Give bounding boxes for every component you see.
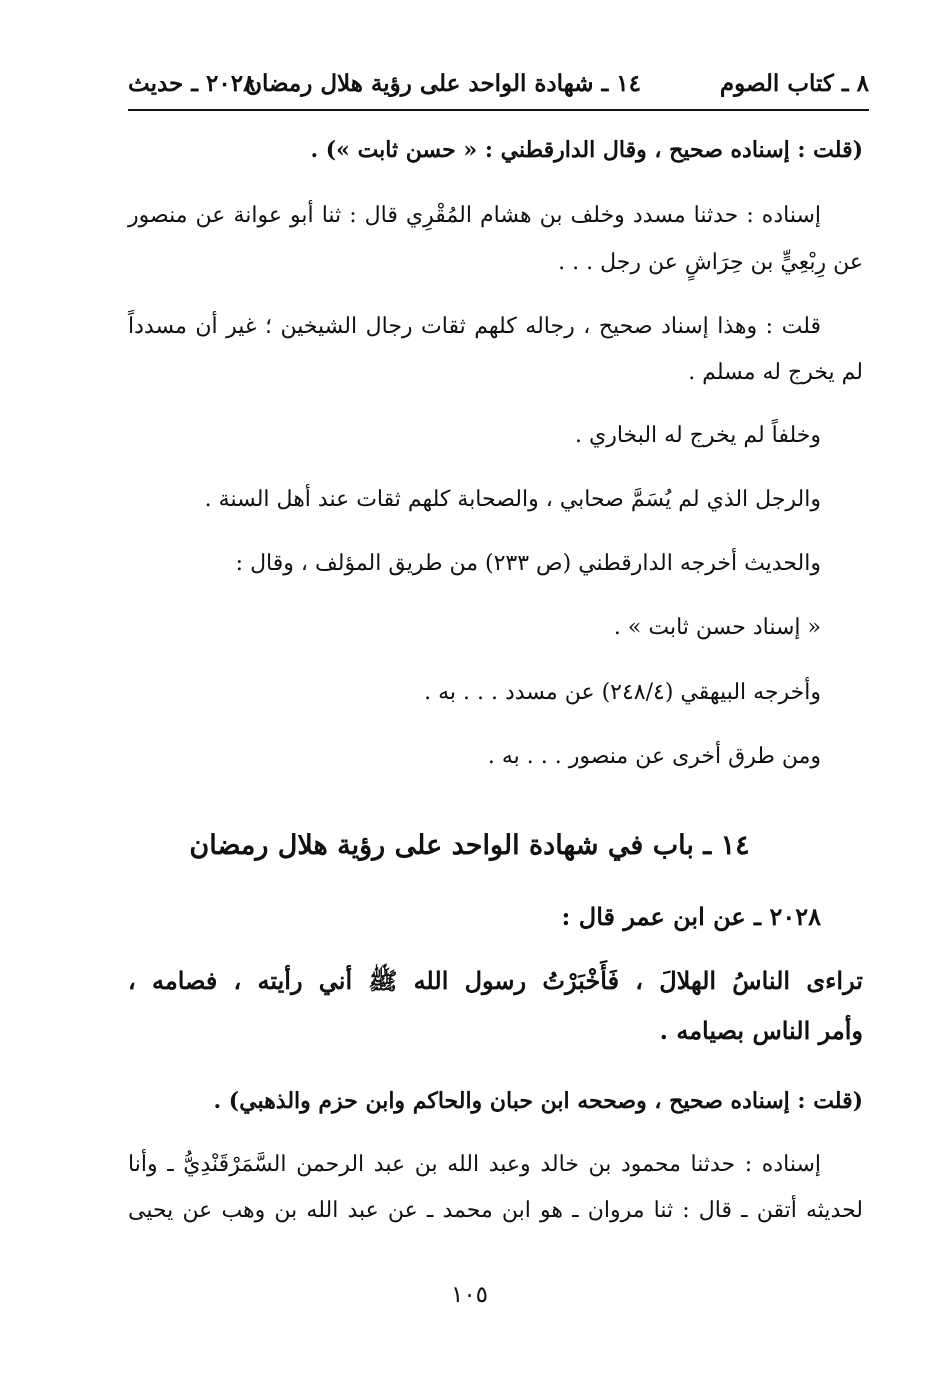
hadith-intro: ٢٠٢٨ ـ عن ابن عمر قال : — [561, 902, 821, 931]
commentary-paragraph: وخلفاً لم يخرج له البخاري . — [574, 423, 821, 448]
header-book-title: ٨ ـ كتاب الصوم — [719, 70, 869, 97]
hadith-text-line-2: وأمر الناس بصيامه . — [659, 1016, 863, 1045]
commentary-paragraph: ومن طرق أخرى عن منصور . . . به . — [487, 744, 821, 769]
commentary-paragraph: وأخرجه البيهقي (٢٤٨/٤) عن مسدد . . . به . — [424, 680, 821, 705]
quotation: « إسناد حسن ثابت » . — [613, 615, 821, 640]
hadith-grading: (قلت : إسناده صحيح ، وصححه ابن حبان والحاكم وابن حزم والذهبي) . — [213, 1088, 863, 1114]
running-header — [128, 70, 869, 104]
isnad-line-1: إسناده : حدثنا مسدد وخلف بن هشام المُقْرِي قال : ثنا أبو عوانة عن منصور — [128, 203, 821, 228]
grading-note: (قلت : إسناده صحيح ، وقال الدارقطني : « حسن ثابت ») . — [310, 137, 863, 163]
commentary-paragraph: والرجل الذي لم يُسَمَّ صحابي ، والصحابة كلهم ثقات عند أهل السنة . — [204, 487, 821, 512]
header-hadith-number: ٢٠٢٨ ـ حديث — [128, 70, 256, 97]
hadith-text-line-1: تراءى الناسُ الهلالَ ، فَأَخْبَرْتُ رسول الله ﷺ أني رأيته ، فصامه ، — [128, 966, 863, 995]
page-number: ١٠٥ — [450, 1282, 489, 1308]
isnad-line-2: عن رِبْعِيٍّ بن حِرَاشٍ عن رجل . . . — [558, 250, 863, 275]
header-divider — [128, 109, 869, 111]
hadith-isnad-line-2: لحديثه أتقن ـ قال : ثنا مروان ـ هو ابن محمد ـ عن عبد الله بن وهب عن يحيى — [128, 1198, 863, 1223]
commentary-line-2: لم يخرج له مسلم . — [688, 360, 863, 385]
commentary-line-1: قلت : وهذا إسناد صحيح ، رجاله كلهم ثقات رجال الشيخين ؛ غير أن مسدداً — [128, 314, 821, 339]
chapter-heading: ١٤ ـ باب في شهادة الواحد على رؤية هلال رمضان — [189, 830, 750, 861]
commentary-paragraph: والحديث أخرجه الدارقطني (ص ٢٣٣) من طريق المؤلف ، وقال : — [235, 551, 821, 576]
header-chapter-title: ١٤ ـ شهادة الواحد على رؤية هلال رمضان — [245, 70, 641, 97]
hadith-isnad-line-1: إسناده : حدثنا محمود بن خالد وعبد الله بن عبد الرحمن السَّمَرْقَنْدِيُّ ـ وأنا — [128, 1152, 821, 1177]
